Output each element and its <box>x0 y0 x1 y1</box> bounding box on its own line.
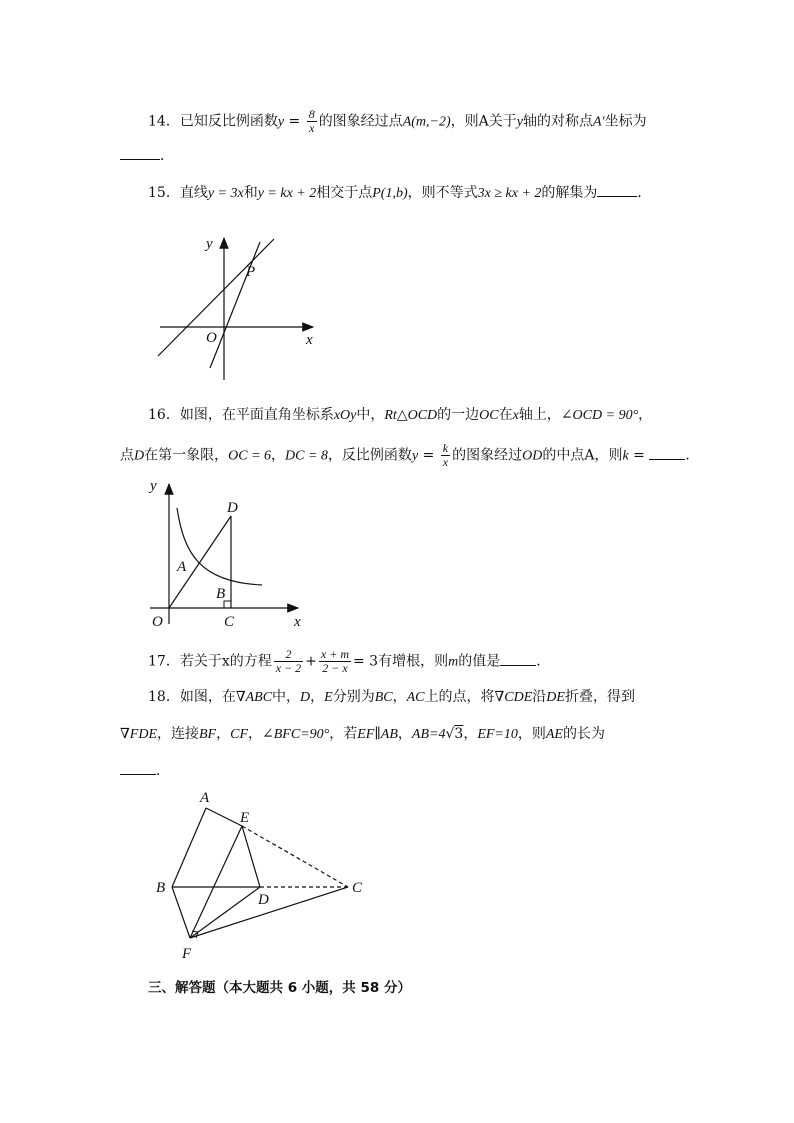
question-14-line-2: ． <box>120 145 174 165</box>
q16-fraction: $\frac{k}{x}$ <box>442 441 449 469</box>
q18-segment-bf <box>172 887 190 938</box>
q18-segment-fd <box>190 887 260 938</box>
q14-fraction: $\frac{8}{x}$ <box>308 107 315 135</box>
q15-number: 15． <box>148 185 180 201</box>
q16-label-o: O <box>152 614 163 630</box>
question-18-line-3: ． <box>120 760 170 780</box>
q18-label-b: B <box>156 880 166 896</box>
q16-right-angle-mark <box>224 601 231 608</box>
q17-answer-blank[interactable] <box>500 653 536 666</box>
q17-number: 17． <box>148 653 180 670</box>
q15-label-y: y <box>206 236 213 252</box>
q15-figure <box>150 228 325 383</box>
q15-line-3x <box>210 242 260 368</box>
q15-label-p: P <box>246 264 256 280</box>
q18-number: 18． <box>148 689 180 705</box>
q16-label-a: A <box>177 559 187 575</box>
question-18-line-1: 18．如图，在∇ABC中，D，E分别为BC，AC上的点，将∇CDE沿DE折叠，得到 <box>148 689 635 705</box>
q16-label-b: B <box>216 586 226 602</box>
q16-label-c: C <box>224 614 235 630</box>
q18-segment-ae <box>206 808 242 826</box>
q18-segment-fe <box>190 826 242 938</box>
q18-figure <box>150 788 380 963</box>
question-16-line-2: 点D在第一象限，OC = 6，DC = 8，反比例函数y = $\frac{k}{x}$ 的图象经过OD的中点A，则k = ． <box>120 441 700 469</box>
q18-segment-ab <box>172 808 206 887</box>
q16-hyperbola <box>177 508 262 585</box>
q16-answer-blank[interactable] <box>649 447 685 460</box>
q16-figure <box>142 474 322 634</box>
q16-number: 16． <box>148 407 180 423</box>
q18-sqrt: √3 <box>445 726 464 742</box>
q14-answer-blank[interactable] <box>120 147 160 160</box>
q17-fraction-1: $\frac{2}{x - 2}$ <box>275 647 302 675</box>
question-16-line-1: 16．如图，在平面直角坐标系xOy中，Rt△OCD的一边OC在x轴上，∠OCD = 90°， <box>148 407 653 423</box>
q18-label-d: D <box>258 892 269 908</box>
q18-label-f: F <box>182 946 192 962</box>
q18-label-e: E <box>240 810 250 826</box>
q18-label-c: C <box>352 880 363 896</box>
q15-label-x: x <box>306 332 313 348</box>
q14-number: 14． <box>148 113 180 130</box>
q18-segment-fc <box>190 887 348 938</box>
question-17-line-1: 17．若关于x的方程 $\frac{2}{x - 2}$ + $\frac{x + m}{2 - x}$ = 3有增根，则m的值是 ． <box>148 647 551 675</box>
question-15-line-1: 15．直线y = 3x和y = kx + 2相交于点P(1,b)，则不等式3x ≥ kx + 2的解集为 ． <box>148 185 652 201</box>
q17-fraction-2: $\frac{x + m}{2 - x}$ <box>320 647 349 675</box>
q18-answer-blank[interactable] <box>120 762 156 775</box>
q15-answer-blank[interactable] <box>597 184 637 197</box>
question-14-line-1: 14．已知反比例函数y = $\frac{8}{x}$ 的图象经过点A(m,−2)，则A关于y轴的对称点A′坐标为 <box>148 107 647 135</box>
section-3-heading: 三、解答题（本大题共 6 小题，共 58 分） <box>148 980 411 996</box>
q16-label-x: x <box>294 614 301 630</box>
q18-label-a: A <box>200 790 210 806</box>
q16-label-y: y <box>150 478 157 494</box>
q16-label-d: D <box>227 500 238 516</box>
q15-label-o: O <box>206 330 217 346</box>
question-18-line-2: ∇FDE，连接BF，CF，∠BFC=90°，若EF∥AB，AB=4√3，EF=10，则AE的长为 <box>120 726 605 742</box>
